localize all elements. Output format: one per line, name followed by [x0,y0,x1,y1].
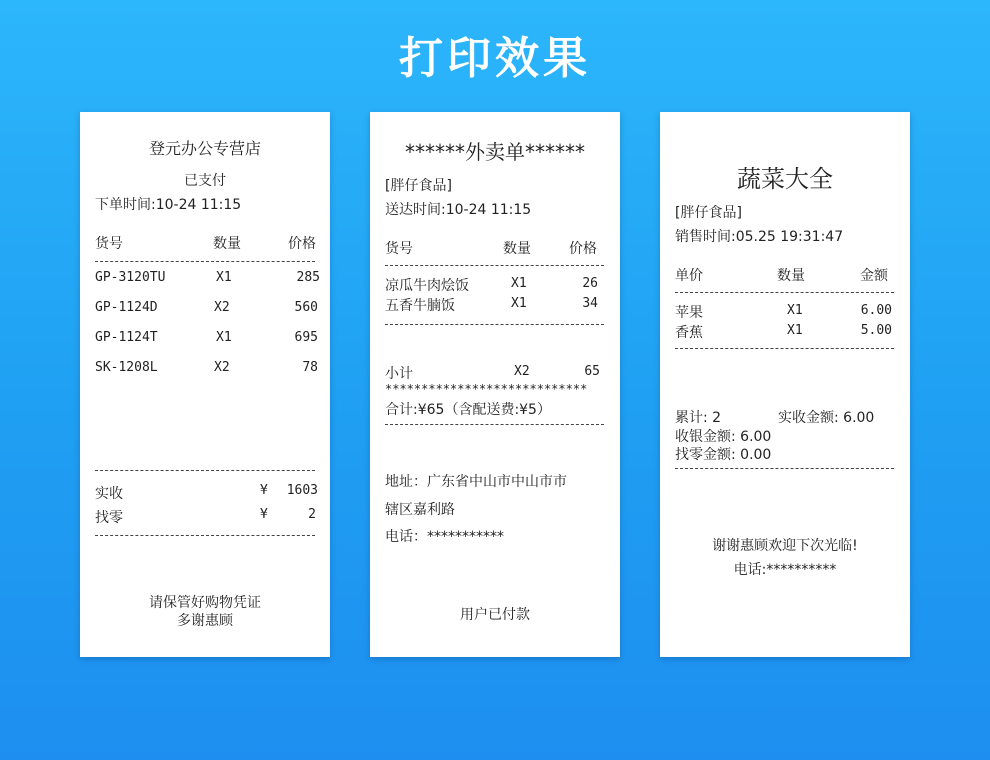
item-name: 苹果 [675,305,703,321]
item-qty: X1 [787,323,803,338]
sale-time: 销售时间:05.25 19:31:47 [675,229,844,245]
change-value: 2 [308,507,316,522]
payment-footer: 用户已付款 [460,607,530,623]
item-price: 285 [296,270,320,285]
divider [385,424,604,425]
divider [385,324,604,325]
item-name: 五香牛腩饭 [385,298,455,314]
paid-currency: ¥ [260,483,268,498]
subtotal-qty: X2 [514,364,530,379]
change-currency: ¥ [260,507,268,522]
phone: 电话：*********** [385,529,504,545]
address-line-1: 地址：广东省中山市中山市市 [385,474,567,490]
item-name: 凉瓜牛肉烩饭 [385,278,469,294]
actual-amount: 实收金额: 6.00 [778,410,875,426]
divider [675,292,894,293]
column-header-amount: 金额 [860,268,888,284]
receipt-takeout-order [370,112,620,657]
divider [385,265,604,266]
item-qty: X1 [216,270,232,285]
cash-received: 收银金额: 6.00 [675,429,772,445]
change-label: 找零 [95,510,123,526]
item-price: 78 [302,360,318,375]
shop-name: [胖仔食品] [675,205,742,221]
payment-status: 已支付 [184,173,226,189]
item-amount: 6.00 [860,303,892,318]
divider [675,468,894,469]
column-header-code: 货号 [95,236,123,252]
footer-thanks: 多谢惠顾 [177,613,233,629]
item-amount: 5.00 [860,323,892,338]
receipt-vegetables [660,112,910,657]
total-line: 合计:¥65（含配送费:¥5） [385,402,551,418]
change-amount: 找零金额: 0.00 [675,447,772,463]
thanks-message: 谢谢惠顾欢迎下次光临! [712,538,858,554]
address-line-2: 辖区嘉利路 [385,502,455,518]
item-code: GP-3120TU [95,270,166,285]
item-qty: X1 [511,276,527,291]
item-qty: X1 [511,296,527,311]
item-code: SK-1208L [95,360,158,375]
item-code: GP-1124D [95,300,158,315]
paid-label: 实收 [95,486,123,502]
item-qty: X1 [787,303,803,318]
receipt-title: 蔬菜大全 [737,165,833,193]
item-qty: X1 [216,330,232,345]
subtotal-value: 65 [584,364,600,379]
column-header-qty: 数量 [503,241,531,257]
item-qty: X2 [214,360,230,375]
column-header-unit-price: 单价 [675,268,703,284]
item-price: 695 [294,330,318,345]
delivery-time: 送达时间:10-24 11:15 [385,202,532,218]
page-title: 打印效果 [399,33,591,84]
divider [675,348,894,349]
divider [95,261,315,262]
order-time: 下单时间:10-24 11:15 [95,197,242,213]
subtotal-label: 小计 [385,366,413,382]
column-header-qty: 数量 [213,236,241,252]
item-qty: X2 [214,300,230,315]
item-count: 累计: 2 [675,410,722,426]
column-header-price: 价格 [569,241,597,257]
item-code: GP-1124T [95,330,158,345]
receipt-title: ******外卖单****** [405,140,585,164]
shop-name: [胖仔食品] [385,178,452,194]
item-price: 560 [294,300,318,315]
item-name: 香蕉 [675,325,703,341]
paid-value: 1603 [286,483,318,498]
item-price: 26 [582,276,598,291]
star-separator: **************************** [385,382,588,396]
store-name: 登元办公专营店 [148,139,261,158]
phone: 电话:********** [733,562,837,578]
receipt-office-store [80,112,330,657]
footer-note: 请保管好购物凭证 [149,595,261,611]
divider [95,535,315,536]
column-header-qty: 数量 [777,268,805,284]
column-header-price: 价格 [288,236,316,252]
item-price: 34 [582,296,598,311]
column-header-code: 货号 [385,241,413,257]
divider [95,470,315,471]
